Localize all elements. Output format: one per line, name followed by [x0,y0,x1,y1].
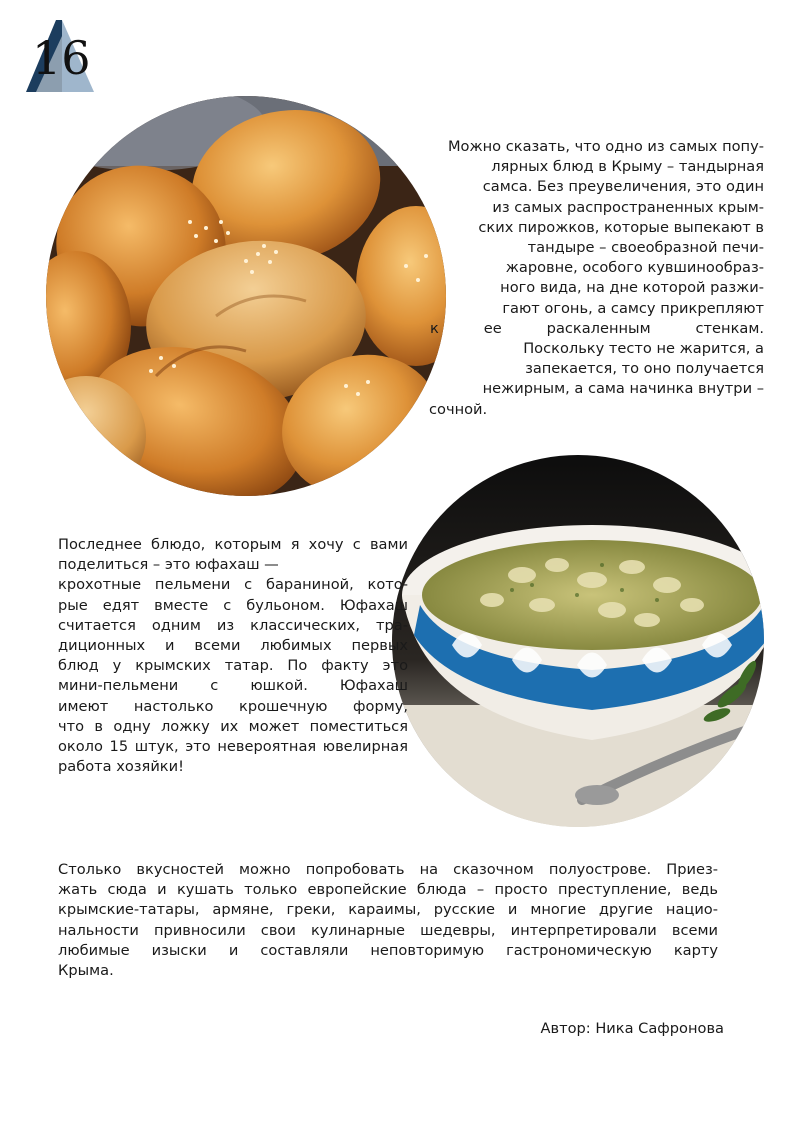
text-line: нальности привносили свои кулинарные шедевры, интерпретировали всеми [58,921,718,939]
yufakhash-photo [392,455,764,827]
text-line: имеют настолько крошечную форму, [58,697,408,715]
text-line: запекается, то оно получается [525,360,764,378]
text-line: сочной. [429,400,488,418]
conclusion-paragraph [58,860,718,981]
yufakhash-paragraph [58,535,408,777]
text-line: рые едят вместе с бульоном. Юфахаш [58,596,408,614]
text-line: около 15 штук, это невероятная ювелирная [58,738,408,756]
text-line: диционных и всеми любимых первых [58,637,408,655]
text-line: Можно сказать, что одно из самых попу- [447,138,764,155]
text-line: к ее раскаленным стенкам. [430,319,764,337]
text-line: жаровне, особого кувшинообраз- [505,259,764,277]
text-line: самса. Без преувеличения, это один [482,178,764,196]
text-line: тандыре – своеобразной печи- [527,239,764,257]
text-line: Последнее блюдо, которым я хочу с вами [58,536,408,553]
text-line: Столько вкусностей можно попробовать на сказочном полуострове. Приез- [58,861,718,878]
text-line: крохотные пельмени с бараниной, кото- [58,576,408,594]
text-line: любимые изыски и составляли неповторимую гастрономическую карту [58,941,718,959]
page-number-text: 16 [32,31,91,85]
samsa-paragraph [392,137,764,420]
text-line: гают огонь, а самсу прикрепляют [502,299,764,317]
text-line: блюд у крымских татар. По факту это [58,657,408,675]
text-line: что в одну ложку их может поместиться [58,717,408,735]
author-credit: Автор: Ника Сафронова [540,1020,724,1037]
text-line: жать сюда и кушать только европейские блюда – просто преступление, ведь [58,881,718,899]
text-line: поделиться – это юфахаш — [58,556,279,574]
text-line: лярных блюд в Крыму – тандырная [491,158,764,176]
text-line: нежирным, а сама начинка внутри – [482,380,764,398]
text-line: мини-пельмени с юшкой. Юфахаш [58,677,408,695]
text-line: крымские-татары, армяне, греки, караимы, русские и многие другие нацио- [58,901,718,919]
text-line: из самых распространенных крым- [492,198,764,216]
text-line: считается одним из классических, тра- [58,616,408,634]
text-line: Крыма. [58,962,114,980]
page-number-badge [22,16,114,96]
samsa-photo [46,96,446,496]
text-line: Поскольку тесто не жарится, а [523,340,764,358]
text-line: работа хозяйки! [58,758,184,776]
text-line: ских пирожков, которые выпекают в [478,218,764,236]
text-line: ного вида, на дне которой разжи- [500,279,764,297]
page-number-logo [22,16,114,96]
